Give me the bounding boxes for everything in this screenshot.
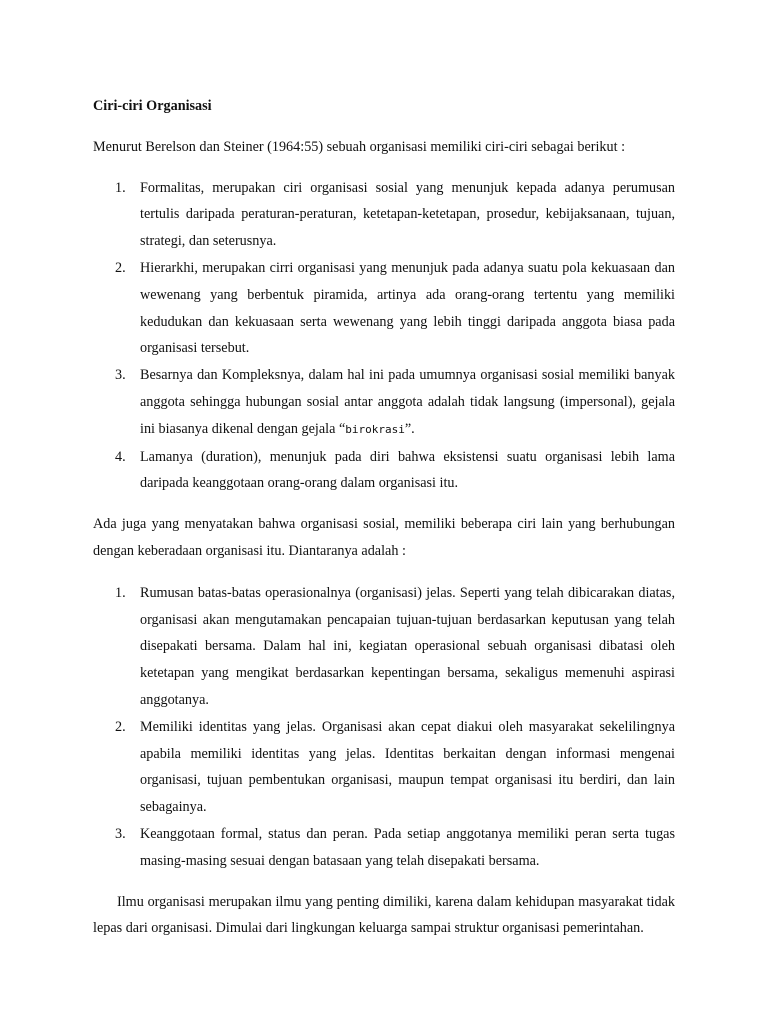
list-item-text-end: ”. (404, 420, 415, 437)
list-number: 1. (115, 584, 126, 601)
list-item-text: Lamanya (duration), menunjuk pada diri bahwa eksistensi suatu organisasi lebih lama daripada keanggotaan orang-orang dalam organisasi itu. (140, 448, 675, 492)
list-item (93, 714, 675, 821)
second-paragraph: Ada juga yang menyatakan bahwa organisasi sosial, memiliki beberapa ciri lain yang berhubungan dengan keberadaan organisasi itu. Diantaranya adalah : (93, 516, 675, 559)
list-item-text: Besarnya dan Kompleksnya, dalam hal ini pada umumnya organisasi sosial memiliki banyak anggota sehingga hubungan sosial antar anggota adalah tidak langsung (impersonal), gejala ini biasanya dikenal dengan gejala “ (140, 367, 675, 437)
list-item (93, 255, 675, 362)
characteristics-list (93, 175, 675, 498)
document-title: Ciri-ciri Organisasi (93, 98, 212, 114)
additional-characteristics-list (93, 580, 675, 875)
list-number: 3. (115, 367, 126, 384)
list-item (93, 175, 675, 255)
list-item-text: Rumusan batas-batas operasionalnya (organisasi) jelas. Seperti yang telah dibicarakan diatas, organisasi akan mengutamakan pencapaian tujuan-tujuan berdasarkan keputusan yang telah disepakati bersama. Dalam hal ini, kegiatan operasional sebuah organisasi dibatasi oleh ketetapan yang mengikat berdasarkan kepentingan bersama, sekaligus memenuhi aspirasi anggotanya. (140, 584, 675, 708)
list-item-text: Keanggotaan formal, status dan peran. Pada setiap anggotanya memiliki peran serta tugas masing-masing sesuai dengan batasaan yang telah disepakati bersama. (140, 825, 675, 869)
list-item (93, 821, 675, 875)
document-page (93, 93, 675, 957)
list-number: 3. (115, 825, 126, 842)
closing-paragraph: Ilmu organisasi merupakan ilmu yang penting dimiliki, karena dalam kehidupan masyarakat tidak lepas dari organisasi. Dimulai dari lingkungan keluarga sampai struktur organisasi pemerintahan. (93, 893, 675, 937)
list-item-text: Formalitas, merupakan ciri organisasi sosial yang menunjuk kepada adanya perumusan tertulis daripada peraturan-peraturan, ketetapan-ketetapan, prosedur, kebijaksanaan, tujuan, strategi, dan seterusnya. (140, 179, 675, 250)
list-item (93, 444, 675, 498)
list-number: 1. (115, 179, 126, 196)
list-item (93, 362, 675, 443)
list-item-special-term: birokrasi (345, 422, 405, 436)
list-item (93, 580, 675, 714)
list-item-text: Memiliki identitas yang jelas. Organisasi akan cepat diakui oleh masyarakat sekelilingnya apabila memiliki identitas yang jelas. Identitas berkaitan dengan informasi mengenai organisasi, tujuan pembentukan organisasi, maupun tempat organisasi itu berdiri, dan lain sebagainya. (140, 718, 675, 816)
list-number: 2. (115, 259, 126, 276)
list-number: 2. (115, 718, 126, 735)
intro-paragraph: Menurut Berelson dan Steiner (1964:55) sebuah organisasi memiliki ciri-ciri sebagai berikut : (93, 138, 626, 155)
list-item-text: Hierarkhi, merupakan cirri organisasi yang menunjuk pada adanya suatu pola kekuasaan dan wewenang yang berbentuk piramida, artinya ada orang-orang tertentu yang memiliki kedudukan dan kekuasaan serta wewenang yang lebih tinggi daripada anggota biasa pada organisasi tersebut. (140, 259, 675, 357)
list-number: 4. (115, 448, 126, 465)
